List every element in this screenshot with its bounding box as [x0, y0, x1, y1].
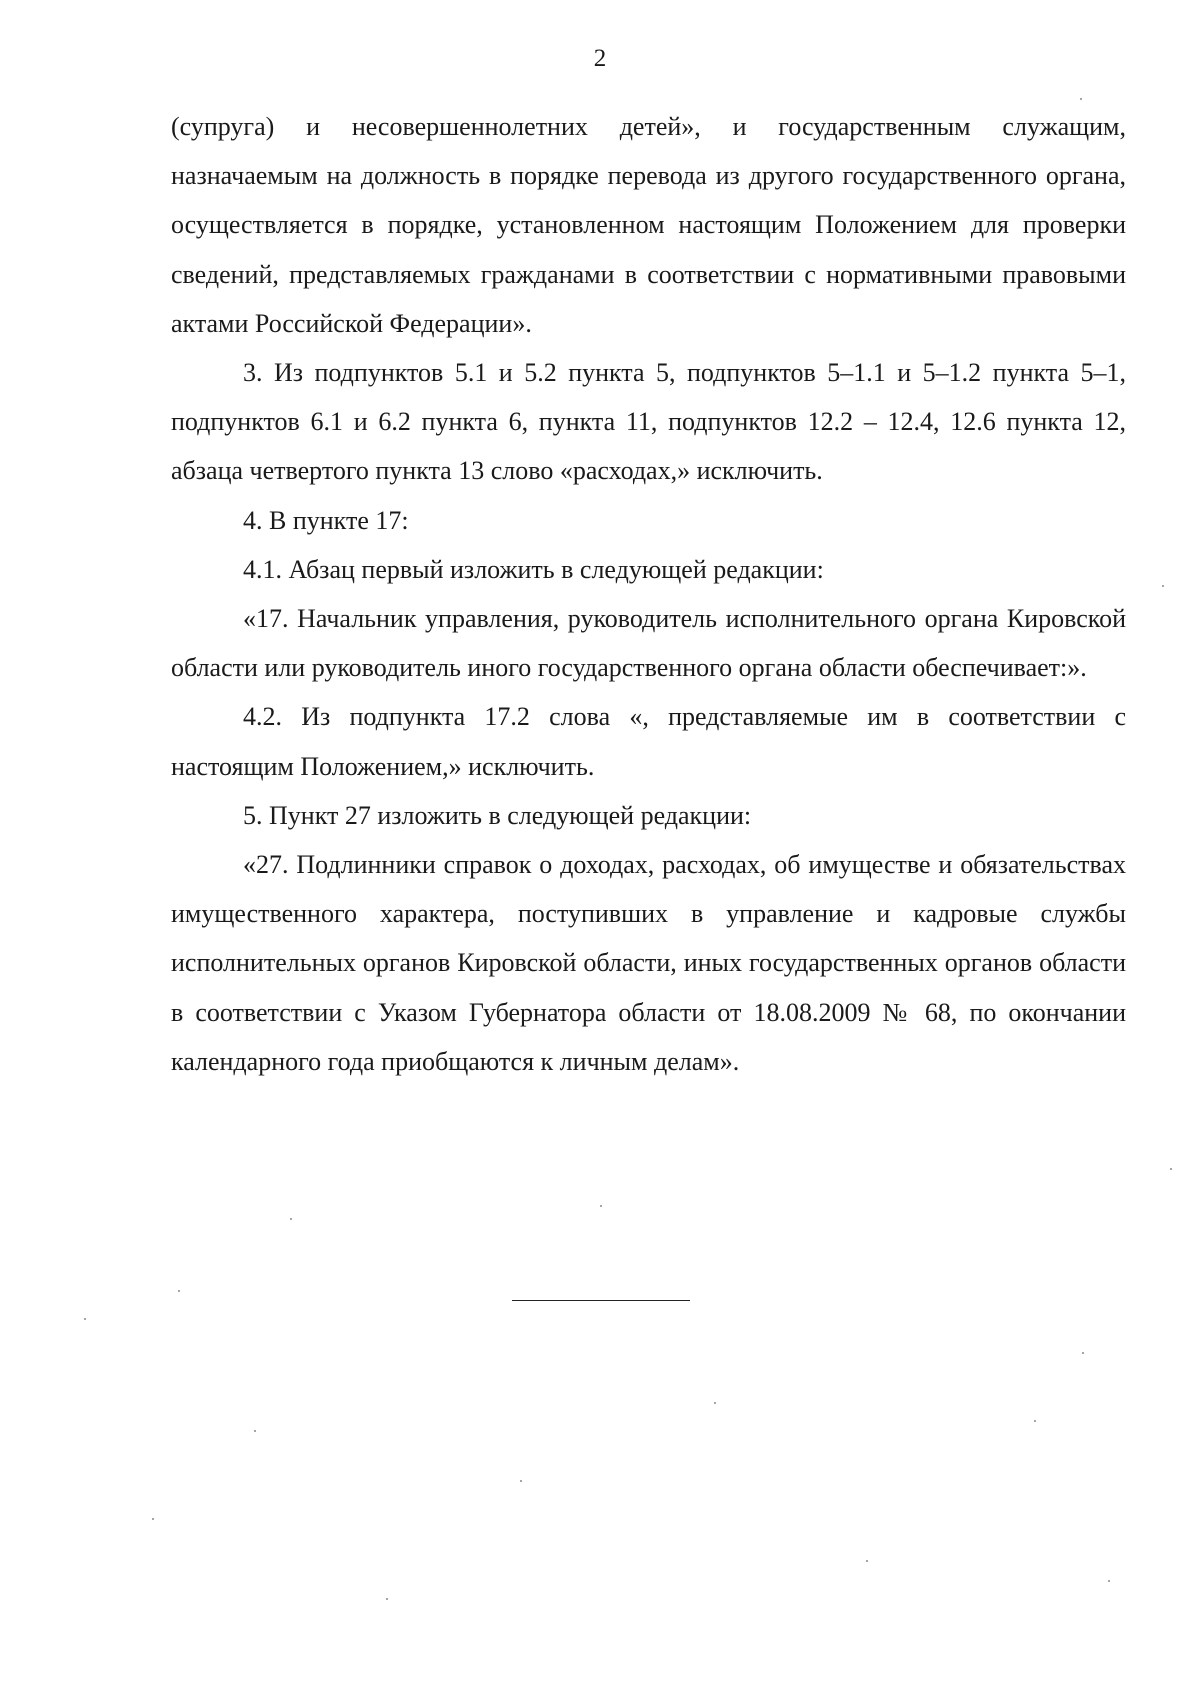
paragraph: «27. Подлинники справок о доходах, расходах, об имуществе и обязательствах имущественного характера, поступивших в управление и кадровые службы исполнительных органов Кировской области, иных государственных органов области в соответствии с Указом Губернатора области от 18.08.2009 № 68, по окончании календарного года приобщаются к личным делам».	[171, 850, 1126, 1076]
paragraph: 4.2. Из подпункта 17.2 слова «, представляемые им в соответствии с настоящим Положением,» исключить.	[171, 702, 1126, 781]
scan-speck	[714, 1402, 716, 1404]
paragraph: (супруга) и несовершеннолетних детей», и государственным служащим, назначаемым на должность в порядке перевода из другого государственного органа, осуществляется в порядке, установленном настоящим Положением для проверки сведений, представляемых гражданами в соответствии с нормативными правовыми актами Российской Федерации».	[171, 112, 1126, 338]
paragraph: 3. Из подпунктов 5.1 и 5.2 пункта 5, подпунктов 5–1.1 и 5–1.2 пункта 5–1, подпунктов 6.1 и 6.2 пункта 6, пункта 11, подпунктов 12.2 – 12.4, 12.6 пункта 12, абзаца четвертого пункта 13 слово «расходах,» исключить.	[171, 358, 1126, 486]
scan-speck	[84, 1318, 86, 1320]
scan-speck	[1034, 1420, 1036, 1422]
page-number: 2	[593, 45, 607, 72]
scan-speck	[1108, 1580, 1110, 1582]
scan-speck	[1080, 98, 1082, 100]
paragraph: «17. Начальник управления, руководитель исполнительного органа Кировской области или руководитель иного государственного органа области обеспечивает:».	[171, 604, 1126, 683]
scan-speck	[1162, 585, 1164, 587]
closing-rule	[512, 1300, 690, 1301]
scan-speck	[1170, 1168, 1172, 1170]
scan-speck	[866, 1560, 868, 1562]
scan-speck	[290, 1218, 292, 1220]
paragraph: 4.1. Абзац первый изложить в следующей редакции:	[243, 554, 824, 584]
paragraph: 5. Пункт 27 изложить в следующей редакции:	[243, 800, 752, 830]
scan-speck	[520, 1480, 522, 1482]
scan-speck	[600, 1205, 602, 1207]
scan-speck	[386, 1598, 388, 1600]
scan-speck	[152, 1518, 154, 1520]
scan-speck	[178, 1290, 180, 1292]
document-body	[171, 102, 1126, 1086]
scan-speck	[1082, 1352, 1084, 1354]
scan-speck	[254, 1430, 256, 1432]
paragraph: 4. В пункте 17:	[243, 505, 409, 535]
